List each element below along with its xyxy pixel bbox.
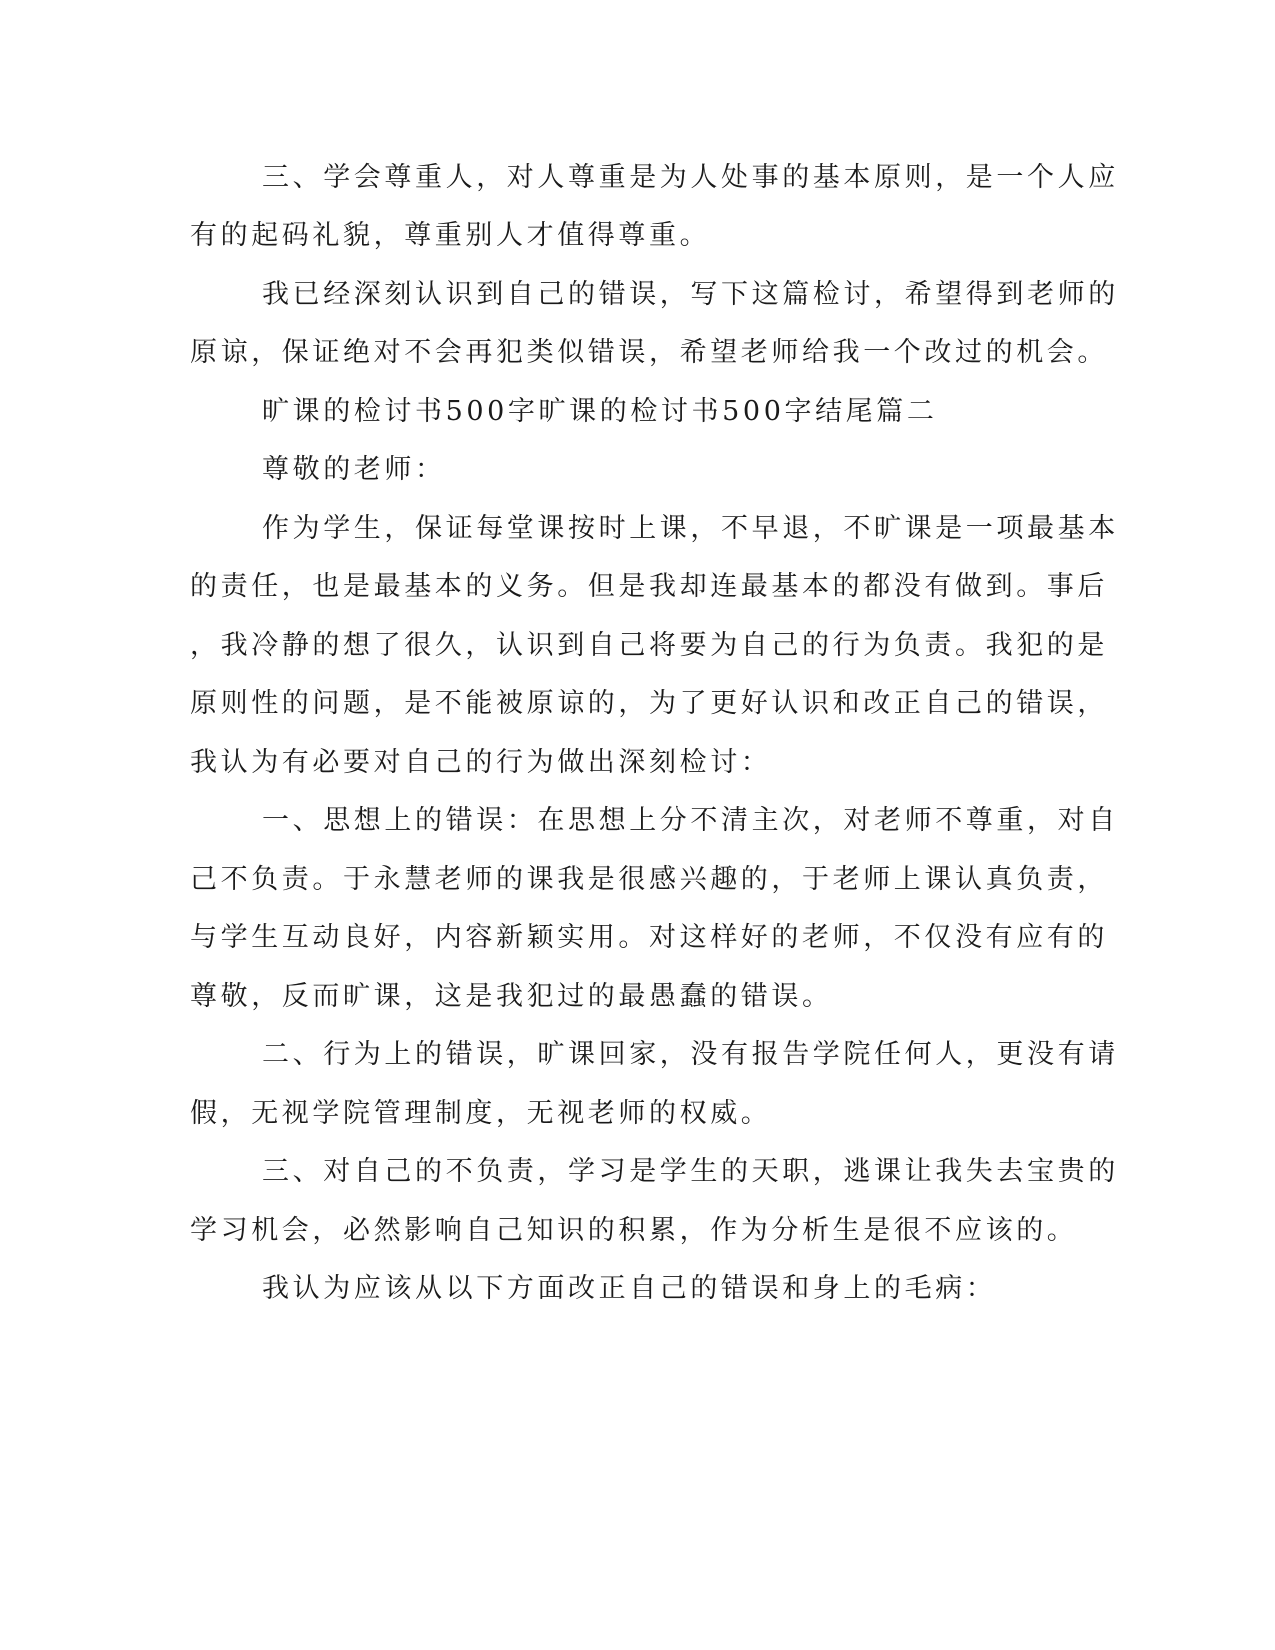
paragraph-line: 与学生互动良好，内容新颖实用。对这样好的老师，不仅没有应有的 [190,922,1108,953]
paragraph-line: ，我冷静的想了很久，认识到自己将要为自己的行为负责。我犯的是 [190,630,1108,661]
salutation: 尊敬的老师： [262,454,446,485]
paragraph-line: 我认为有必要对自己的行为做出深刻检讨： [190,747,772,778]
paragraph-line: 己不负责。于永慧老师的课我是很感兴趣的，于老师上课认真负责， [190,864,1108,895]
paragraph-line: 三、学会尊重人，对人尊重是为人处事的基本原则，是一个人应 [262,162,1119,193]
paragraph-line: 一、思想上的错误：在思想上分不清主次，对老师不尊重，对自 [262,805,1119,836]
paragraph-line: 我认为应该从以下方面改正自己的错误和身上的毛病： [262,1273,997,1304]
paragraph-line: 我已经深刻认识到自己的错误，写下这篇检讨，希望得到老师的 [262,279,1119,310]
paragraph-line: 学习机会，必然影响自己知识的积累，作为分析生是很不应该的。 [190,1215,1078,1246]
paragraph-line: 原谅，保证绝对不会再犯类似错误，希望老师给我一个改过的机会。 [190,337,1108,368]
paragraph-line: 二、行为上的错误，旷课回家，没有报告学院任何人，更没有请 [262,1039,1119,1070]
paragraph-line: 的责任，也是最基本的义务。但是我却连最基本的都没有做到。事后 [190,571,1108,602]
paragraph-line: 尊敬，反而旷课，这是我犯过的最愚蠢的错误。 [190,981,833,1012]
paragraph-line: 三、对自己的不负责，学习是学生的天职，逃课让我失去宝贵的 [262,1156,1119,1187]
paragraph-line: 作为学生，保证每堂课按时上课，不早退，不旷课是一项最基本 [262,513,1119,544]
paragraph-line: 有的起码礼貌，尊重别人才值得尊重。 [190,220,711,251]
paragraph-line: 原则性的问题，是不能被原谅的，为了更好认识和改正自己的错误， [190,688,1108,719]
paragraph-line: 假，无视学院管理制度，无视老师的权威。 [190,1098,772,1129]
section-heading: 旷课的检讨书500字旷课的检讨书500字结尾篇二 [262,396,938,427]
